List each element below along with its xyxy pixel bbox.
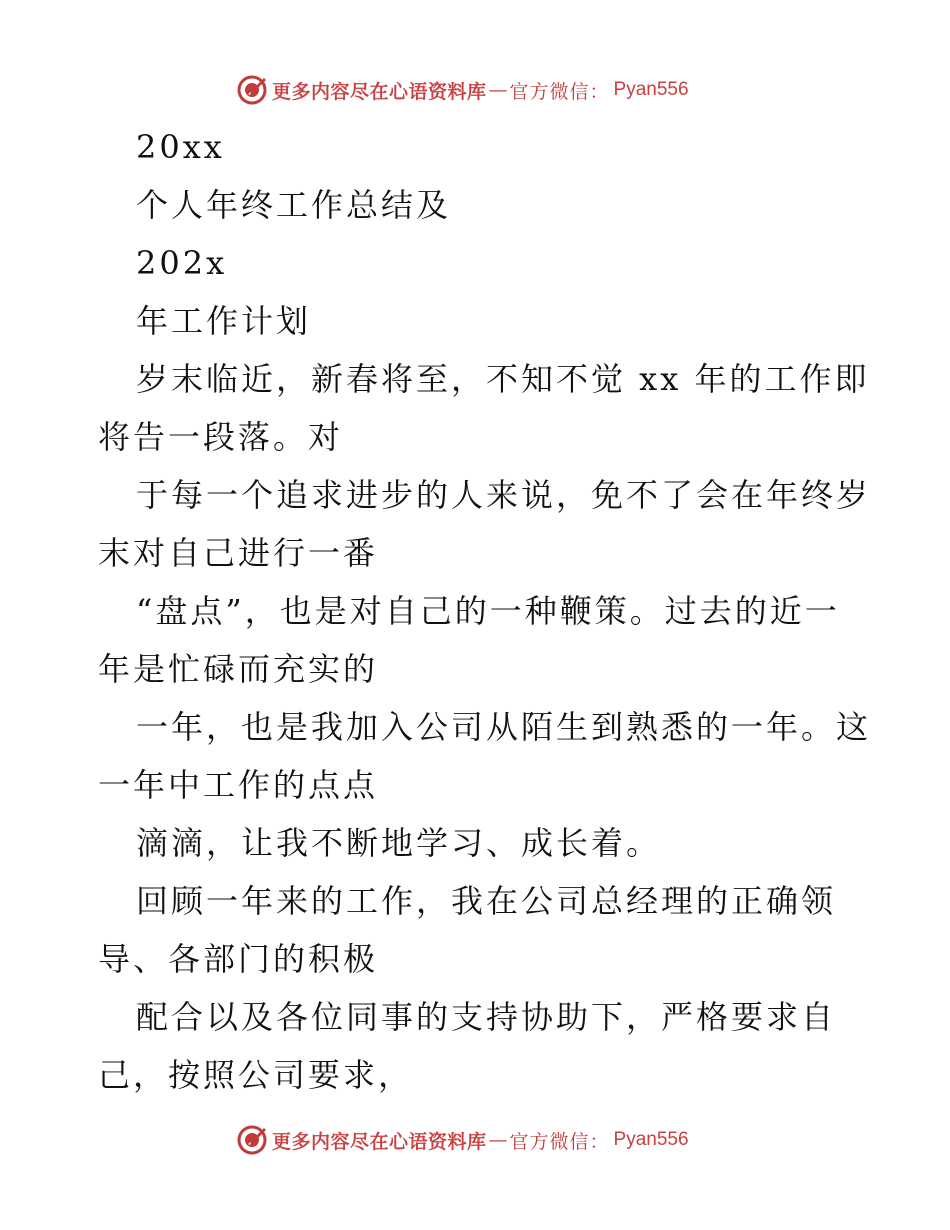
text-line: 岁末临近，新春将至，不知不觉 xx 年的工作即 [136,360,870,398]
document-body [98,118,872,1104]
text-line: 配合以及各位同事的支持协助下，严格要求自 [136,998,837,1036]
header-dash: — [488,79,508,101]
text-line: 个人年终工作总结及 [136,186,452,224]
header-wechat-id: Pyan556 [613,79,689,100]
footer-dash: — [488,1129,508,1151]
text-line: 己，按照公司要求， [98,1056,414,1094]
text-line: 年是忙碌而充实的 [98,650,379,688]
header-brand-text: 更多内容尽在心语资料库 [272,80,487,103]
pen-logo-icon [236,74,268,106]
text-line: 一年，也是我加入公司从陌生到熟悉的一年。这 [136,708,872,746]
text-line: 于每一个追求进步的人来说，免不了会在年终岁 [136,476,872,514]
footer-banner [236,1123,716,1157]
text-line: 导、各部门的积极 [98,940,379,978]
footer-wechat-id: Pyan556 [613,1129,689,1150]
header-wechat-label: 官方微信： [509,80,610,103]
text-line: 202x [136,244,228,282]
footer-brand-text: 更多内容尽在心语资料库 [272,1130,487,1153]
pen-logo-icon [236,1124,268,1156]
text-line: “盘点”，也是对自己的一种鞭策。过去的近一 [136,592,840,630]
text-line: 末对自己进行一番 [98,534,379,572]
footer-wechat-label: 官方微信： [509,1130,610,1153]
header-banner [236,73,716,107]
text-line: 滴滴，让我不断地学习、成长着。 [136,824,662,862]
text-line: 年工作计划 [136,302,312,340]
text-line: 一年中工作的点点 [98,766,379,804]
text-line: 将告一段落。对 [98,418,344,456]
text-line: 20xx [136,128,225,166]
text-line: 回顾一年来的工作，我在公司总经理的正确领 [136,882,837,920]
